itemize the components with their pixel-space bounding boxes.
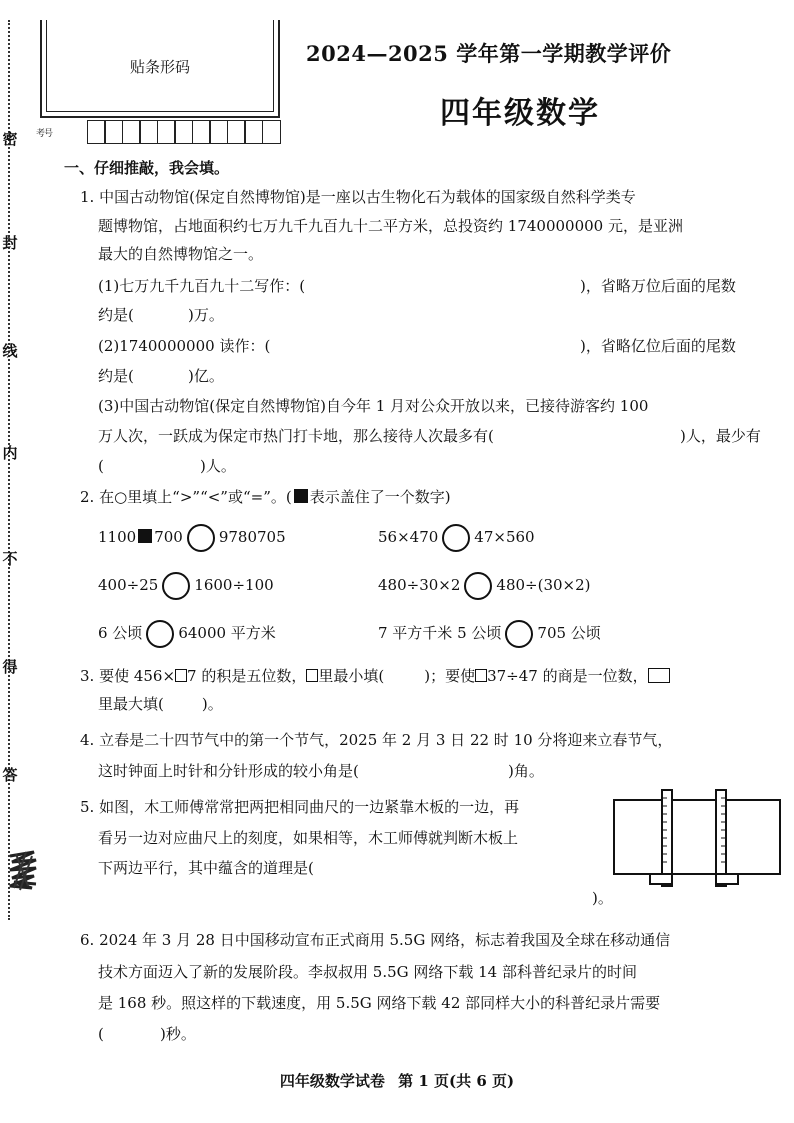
q1-p2-line2a: 约是( bbox=[98, 367, 134, 385]
exam-number-label: 考号 bbox=[36, 129, 53, 139]
compare-circle[interactable] bbox=[187, 524, 215, 552]
blank-square[interactable] bbox=[648, 668, 670, 683]
covered-digit-icon bbox=[294, 489, 308, 503]
margin-char-6: 得 bbox=[2, 658, 18, 676]
compare-circle[interactable] bbox=[464, 572, 492, 600]
q1-p1-line2b: )万。 bbox=[188, 306, 224, 324]
q1-p1-prompt: (1)七万九千九百九十二写作：( bbox=[98, 277, 306, 295]
exam-title: 2024—2025 学年第一学期教学评价 bbox=[306, 41, 672, 66]
q1-p3-line1: (3)中国古动物馆(保定自然博物馆)自今年 1 月对公众开放以来，已接待游客约 100 bbox=[98, 397, 649, 415]
section-heading: 一、仔细推敲，我会填。 bbox=[64, 159, 230, 177]
q1-p2-prompt: (2)1740000000 读作：( bbox=[98, 337, 271, 355]
compare-circle[interactable] bbox=[442, 524, 470, 552]
q2-heading: 2. 在○里填上“>”“<”或“=”。( 表示盖住了一个数字) bbox=[80, 488, 451, 506]
q2-row2-right: 480÷30×2 480÷(30×2) bbox=[378, 570, 591, 600]
q1-line2: 题博物馆，占地面积约七万九千九百九十二平方米，总投资约 1740000000 元，是亚洲 bbox=[98, 217, 683, 235]
blank-square[interactable] bbox=[175, 669, 187, 682]
barcode-area bbox=[40, 20, 280, 118]
q1-p1-line2a: 约是( bbox=[98, 306, 134, 324]
q6-line4b: )秒。 bbox=[160, 1025, 196, 1043]
q1-line3: 最大的自然博物馆之一。 bbox=[98, 245, 264, 263]
footer-subject: 四年级数学试卷 bbox=[279, 1072, 385, 1090]
compare-circle[interactable] bbox=[505, 620, 533, 648]
q4-line2a: 这时钟面上时针和分针形成的较小角是( bbox=[98, 762, 359, 780]
q2-row1-right: 56×470 47×560 bbox=[378, 522, 535, 552]
q2-row3-right: 7 平方千米 5 公顷 705 公顷 bbox=[378, 618, 601, 648]
q5-line3: 下两边平行，其中蕴含的道理是( bbox=[98, 859, 314, 877]
q4-line1: 4. 立春是二十四节气中的第一个节气，2025 年 2 月 3 日 22 时 10 分将迎来立春节气， bbox=[80, 731, 673, 749]
q1-p2-line2b: )亿。 bbox=[188, 367, 224, 385]
q5-line1: 5. 如图，木工师傅常常把两把相同曲尺的一边紧靠木板的一边，再 bbox=[80, 798, 520, 816]
q6-line2: 技术方面迈入了新的发展阶段。李叔叔用 5.5G 网络下载 14 部科普纪录片的时间 bbox=[98, 963, 637, 981]
q1-p3-line2-suffix: )人，最少有 bbox=[680, 427, 761, 445]
ruler-figure bbox=[612, 788, 784, 888]
q3-line2: 里最大填( )。 bbox=[98, 695, 223, 713]
exam-number-boxes[interactable] bbox=[88, 120, 281, 144]
q6-line1: 6. 2024 年 3 月 28 日中国移动宣布正式商用 5.5G 网络，标志着我国及全球在移动通信 bbox=[80, 931, 671, 949]
page-footer bbox=[0, 1070, 794, 1091]
q2-row2-left: 400÷25 1600÷100 bbox=[98, 570, 274, 600]
q5-line2: 看另一边对应曲尺上的刻度，如果相等，木工师傅就判断木板上 bbox=[98, 829, 519, 847]
q4-line2b: )角。 bbox=[508, 762, 544, 780]
q2-row1-left: 1100 700 9780705 bbox=[98, 522, 286, 552]
q1-p1-suffix: )，省略万位后面的尾数 bbox=[580, 277, 736, 295]
q1-p3-line3b: )人。 bbox=[200, 457, 236, 475]
margin-char-3: 线 bbox=[2, 342, 18, 360]
q3-line1: 3. 要使 456× 7 的积是五位数， 里最小填( )；要使 37÷47 的商是一位数， bbox=[80, 666, 670, 686]
q1-p3-line3a: ( bbox=[98, 457, 104, 475]
compare-circle[interactable] bbox=[146, 620, 174, 648]
q2-row3-left: 6 公顷 64000 平方米 bbox=[98, 618, 276, 648]
barcode-label: 贴条形码 bbox=[129, 58, 190, 76]
exam-subject: 四年级数学 bbox=[440, 96, 600, 131]
scribble-mark bbox=[6, 848, 40, 892]
q1-p2-suffix: )，省略亿位后面的尾数 bbox=[580, 337, 736, 355]
q6-line3: 是 168 秒。照这样的下载速度，用 5.5G 网络下载 42 部同样大小的科普纪录片需要 bbox=[98, 994, 661, 1012]
blank-square[interactable] bbox=[306, 669, 318, 682]
covered-digit-icon bbox=[138, 529, 152, 543]
q5-line4: )。 bbox=[592, 889, 613, 907]
margin-char-1: 密 bbox=[2, 130, 18, 148]
binding-line bbox=[8, 20, 10, 920]
q6-line4a: ( bbox=[98, 1025, 104, 1043]
margin-char-5: 不 bbox=[2, 550, 18, 568]
blank-square[interactable] bbox=[475, 669, 487, 682]
q1-p3-line2: 万人次，一跃成为保定市热门打卡地，那么接待人次最多有( bbox=[98, 427, 494, 445]
margin-char-2: 封 bbox=[2, 234, 18, 252]
q1-line1: 1. 中国古动物馆(保定自然博物馆)是一座以古生物化石为载体的国家级自然科学类专 bbox=[80, 188, 636, 206]
margin-char-7: 答 bbox=[2, 766, 18, 784]
compare-circle[interactable] bbox=[162, 572, 190, 600]
footer-page-number: 第 1 页(共 6 页) bbox=[398, 1072, 515, 1090]
margin-char-4: 内 bbox=[2, 444, 18, 462]
